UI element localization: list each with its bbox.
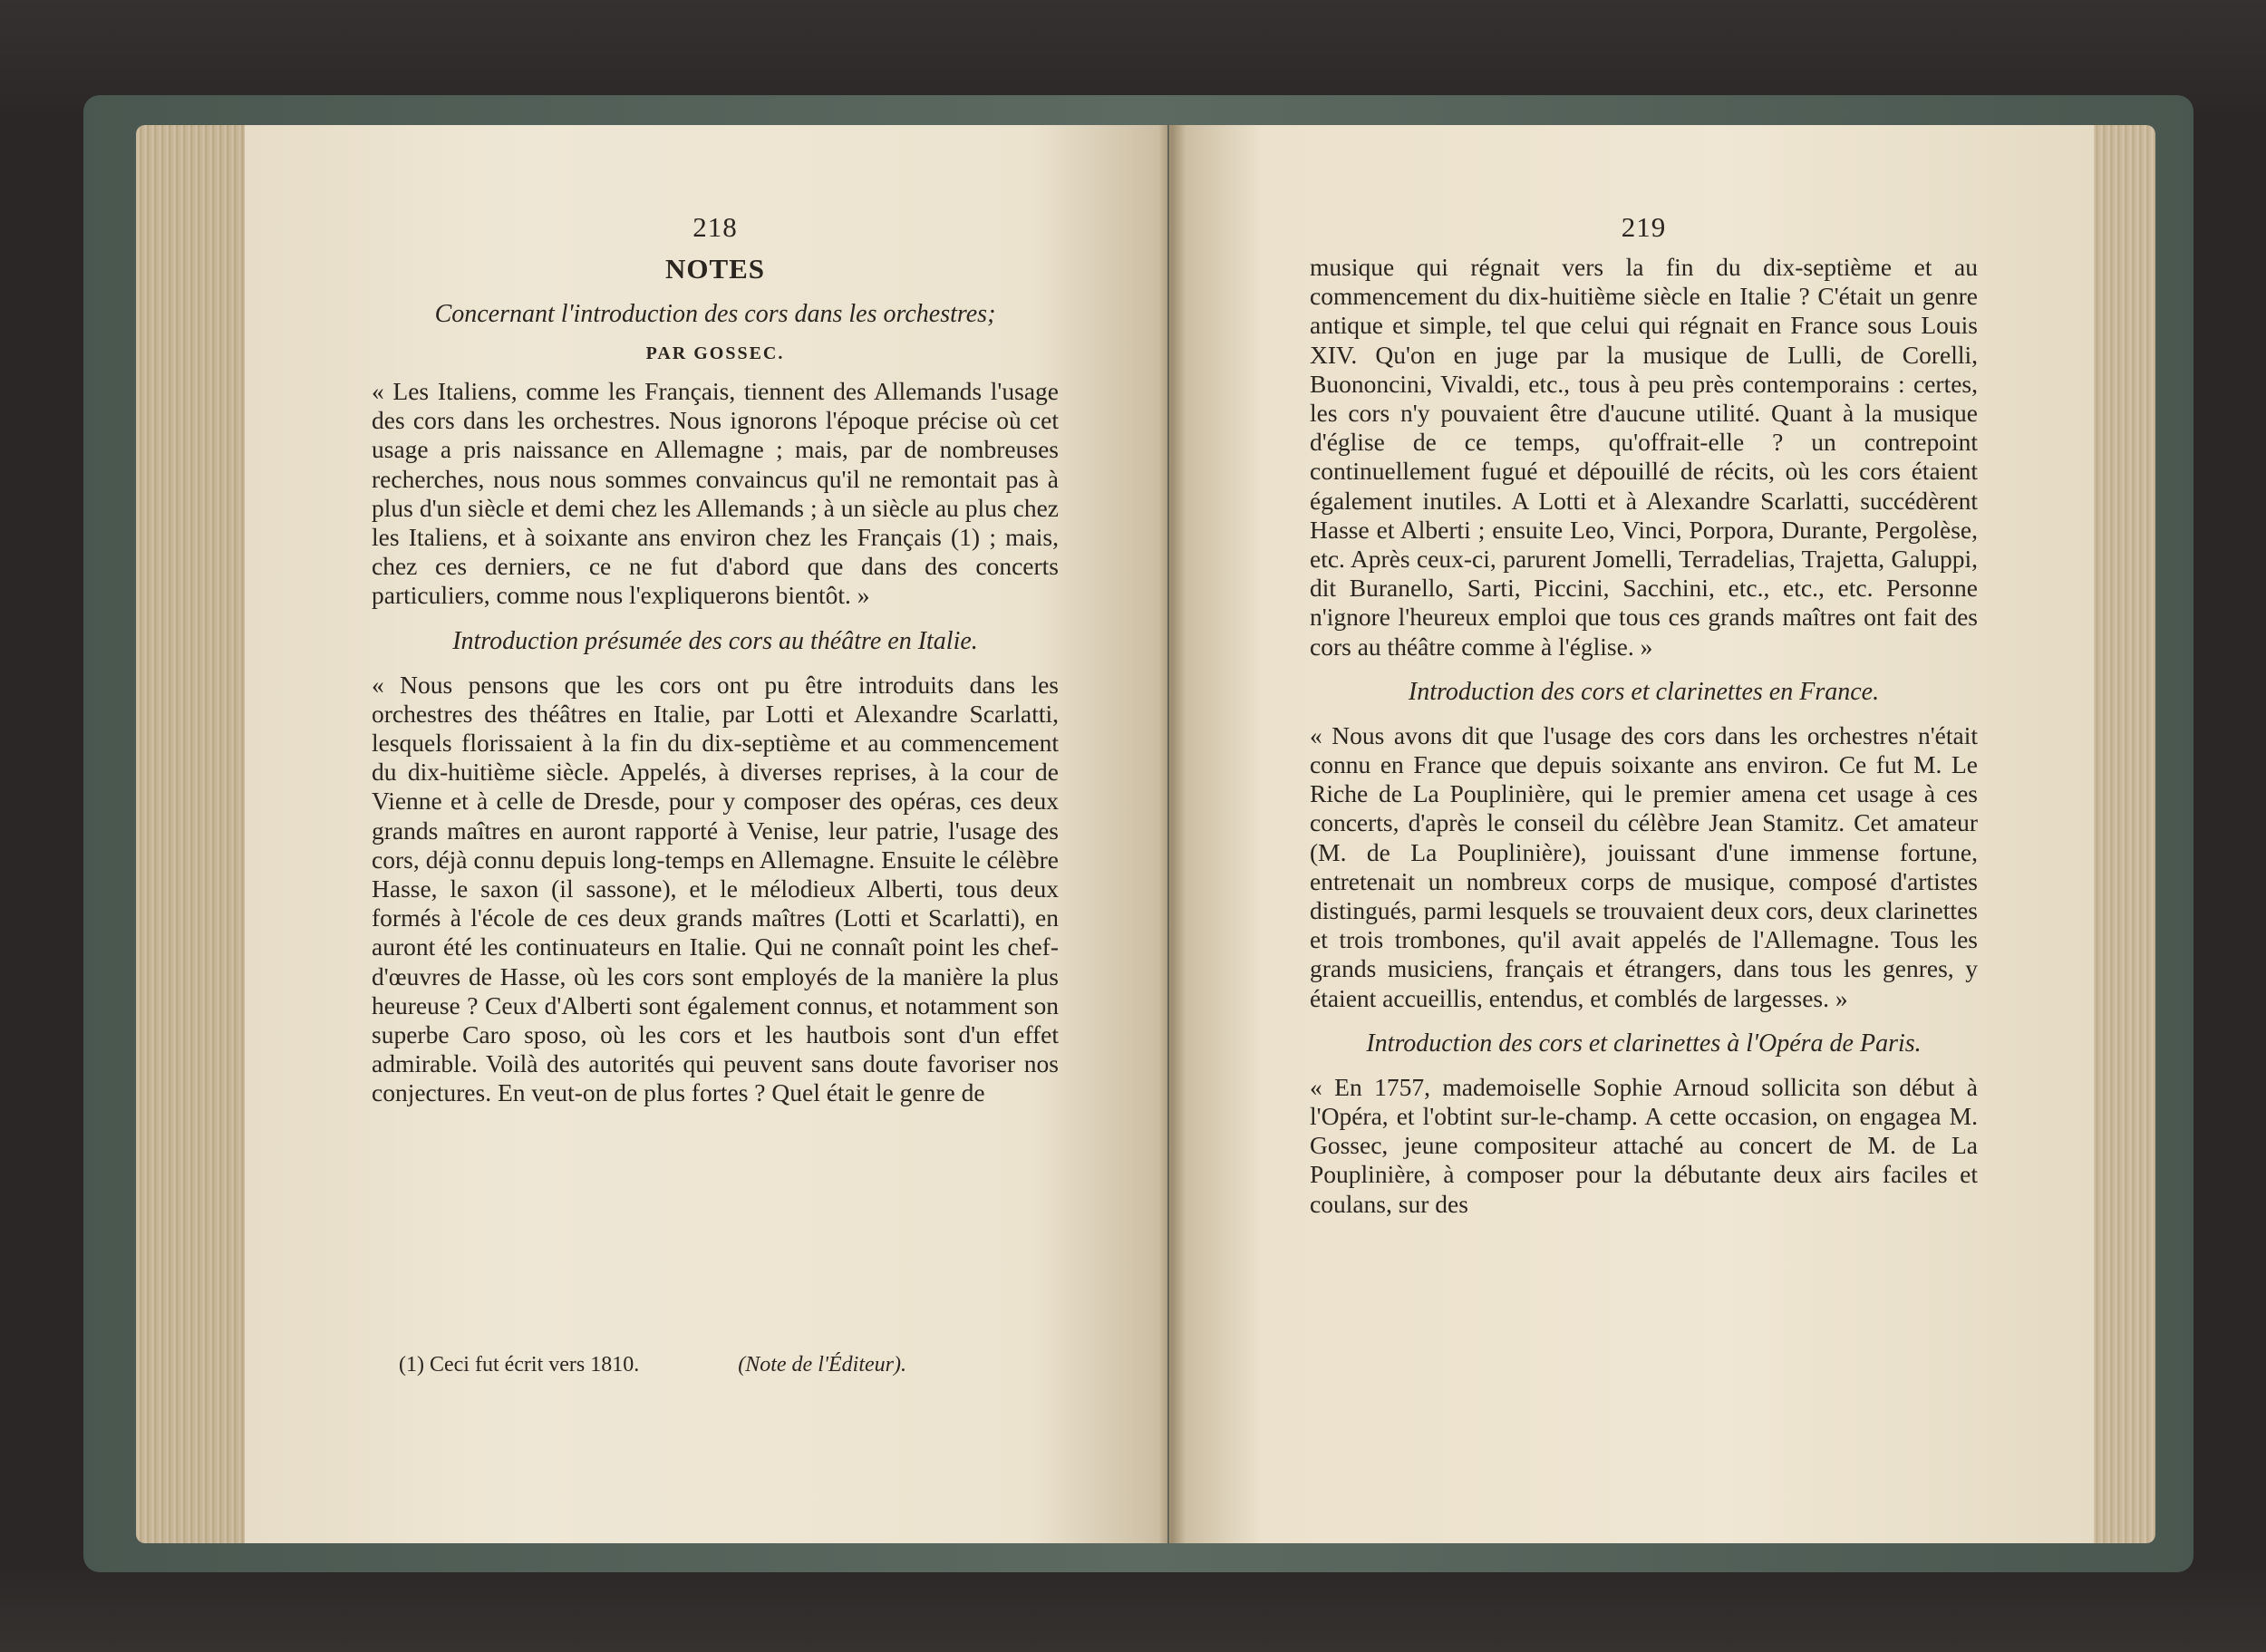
section-title: Introduction des cors et clarinettes à l'Opéra de Paris. — [1366, 1029, 1922, 1058]
footnote-text: (1) Ceci fut écrit vers 1810. — [399, 1353, 640, 1377]
chapter-heading: NOTES — [664, 253, 766, 285]
page-number: 219 — [1621, 211, 1667, 243]
paragraph: « En 1757, mademoiselle Sophie Arnoud sollicita son début à l'Opéra, et l'obtint sur-le-champ. A cette occasion, on engagea M. Gossec, jeune compositeur attaché au concert de M. de La Pouplinière, à composer pour la débutante deux airs faciles et coulans, sur des — [1310, 1072, 1978, 1218]
scanner-background-bottom — [0, 1568, 2266, 1652]
left-page-edges — [136, 125, 254, 1543]
page-number: 218 — [692, 211, 738, 243]
paragraph: « Nous avons dit que l'usage des cors dans les orchestres n'était connu en France que depuis soixante ans environ. Ce fut M. Le Riche de La Pouplinière, qui le premier amena cet usage à ces concerts, d'après le conseil du célèbre Jean Stamitz. Cet amateur (M. de La Pouplinière), jouissant d'une immense fortune, entretenait un nombreux corps de musique, composé d'artistes distingués, parmi lesquels se trouvaient deux cors, deux clarinettes et trois trombones, qu'il avait appelés de l'Allemagne. Tous les grands musiciens, français et étrangers, dans tous les genres, y étaient accueillis, entendus, et comblés de largesses. » — [1310, 720, 1978, 1012]
right-page — [1169, 125, 2094, 1543]
paragraph: « Les Italiens, comme les Français, tiennent des Allemands l'usage des cors dans les orchestres. Nous ignorons l'époque précise où cet usage a pris naissance en Allemagne ; mais, par de nombreuses recherches, nous nous sommes convaincus qu'il ne remontait pas à plus d'un siècle et demi chez les Allemands ; à un siècle au plus chez les Italiens, et à soixante ans environ chez les Français (1) ; mais, chez ces derniers, ce ne fut d'abord que dans des concerts particuliers, comme nous l'expliquerons bientôt. » — [372, 377, 1059, 610]
paragraph: « Nous pensons que les cors ont pu être introduits dans les orchestres des théâtres en Italie, par Lotti et Alexandre Scarlatti, lesquels florissaient à la fin du dix-septième et au commencement du dix-huitième siècle. Appelés, à diverses reprises, à la cour de Vienne et à celle de Dresde, pour y composer des opéras, ces deux grands maîtres en auront rapporté à Venise, leur patrie, l'usage des cors, déjà connu depuis long-temps en Allemagne. Ensuite le célèbre Hasse, le saxon (il sassone), et le mélodieux Alberti, tous deux formés à l'école de ces deux grands maîtres (Lotti et Scarlatti), en auront été les continuateurs en Italie. Qui ne connaît point les chef-d'œuvres de Hasse, où les cors sont employés de la manière la plus heureuse ? Ceux d'Alberti sont également connus, et notamment son superbe Caro sposo, où les cors et les hautbois sont d'un effet admirable. Voilà des autorités qui peuvent sans doute favoriser nos conjectures. En veut-on de plus fortes ? Quel était le genre de — [372, 670, 1059, 1107]
footnote — [399, 1353, 906, 1377]
book-gutter — [1158, 125, 1186, 1543]
right-page-edges — [2085, 125, 2155, 1543]
footnote-editor-note: (Note de l'Éditeur). — [738, 1353, 906, 1377]
section-title: Introduction des cors et clarinettes en France. — [1408, 677, 1880, 706]
section-title: Introduction présumée des cors au théâtre en Italie. — [452, 626, 978, 655]
paragraph: musique qui régnait vers la fin du dix-septième et au commencement du dix-huitième siècle en Italie ? C'était un genre antique et simple, tel que celui qui régnait en France sous Louis XIV. Qu'on en juge par la musique de Lulli, de Corelli, Buononcini, Vivaldi, etc., tous à peu près contemporains : certes, les cors n'y pouvaient être d'aucune utilité. Quant à la musique d'église de ce temps, qu'offrait-elle ? un contrepoint continuellement fugué et dépouillé de récits, où les cors étaient également inutiles. A Lotti et à Alexandre Scarlatti, succédèrent Hasse et Alberti ; ensuite Leo, Vinci, Porpora, Durante, Pergolèse, etc. Après ceux-ci, parurent Jomelli, Terradelias, Trajetta, Galuppi, dit Buranello, Sarti, Piccini, Sacchini, etc., etc., etc. Personne n'ignore l'heureux emploi que tous ces grands maîtres ont fait des cors au théâtre comme à l'église. » — [1310, 253, 1978, 661]
chapter-subheading: Concernant l'introduction des cors dans les orchestres; — [434, 300, 996, 328]
left-page — [245, 125, 1167, 1543]
author-byline: PAR GOSSEC. — [645, 343, 785, 363]
